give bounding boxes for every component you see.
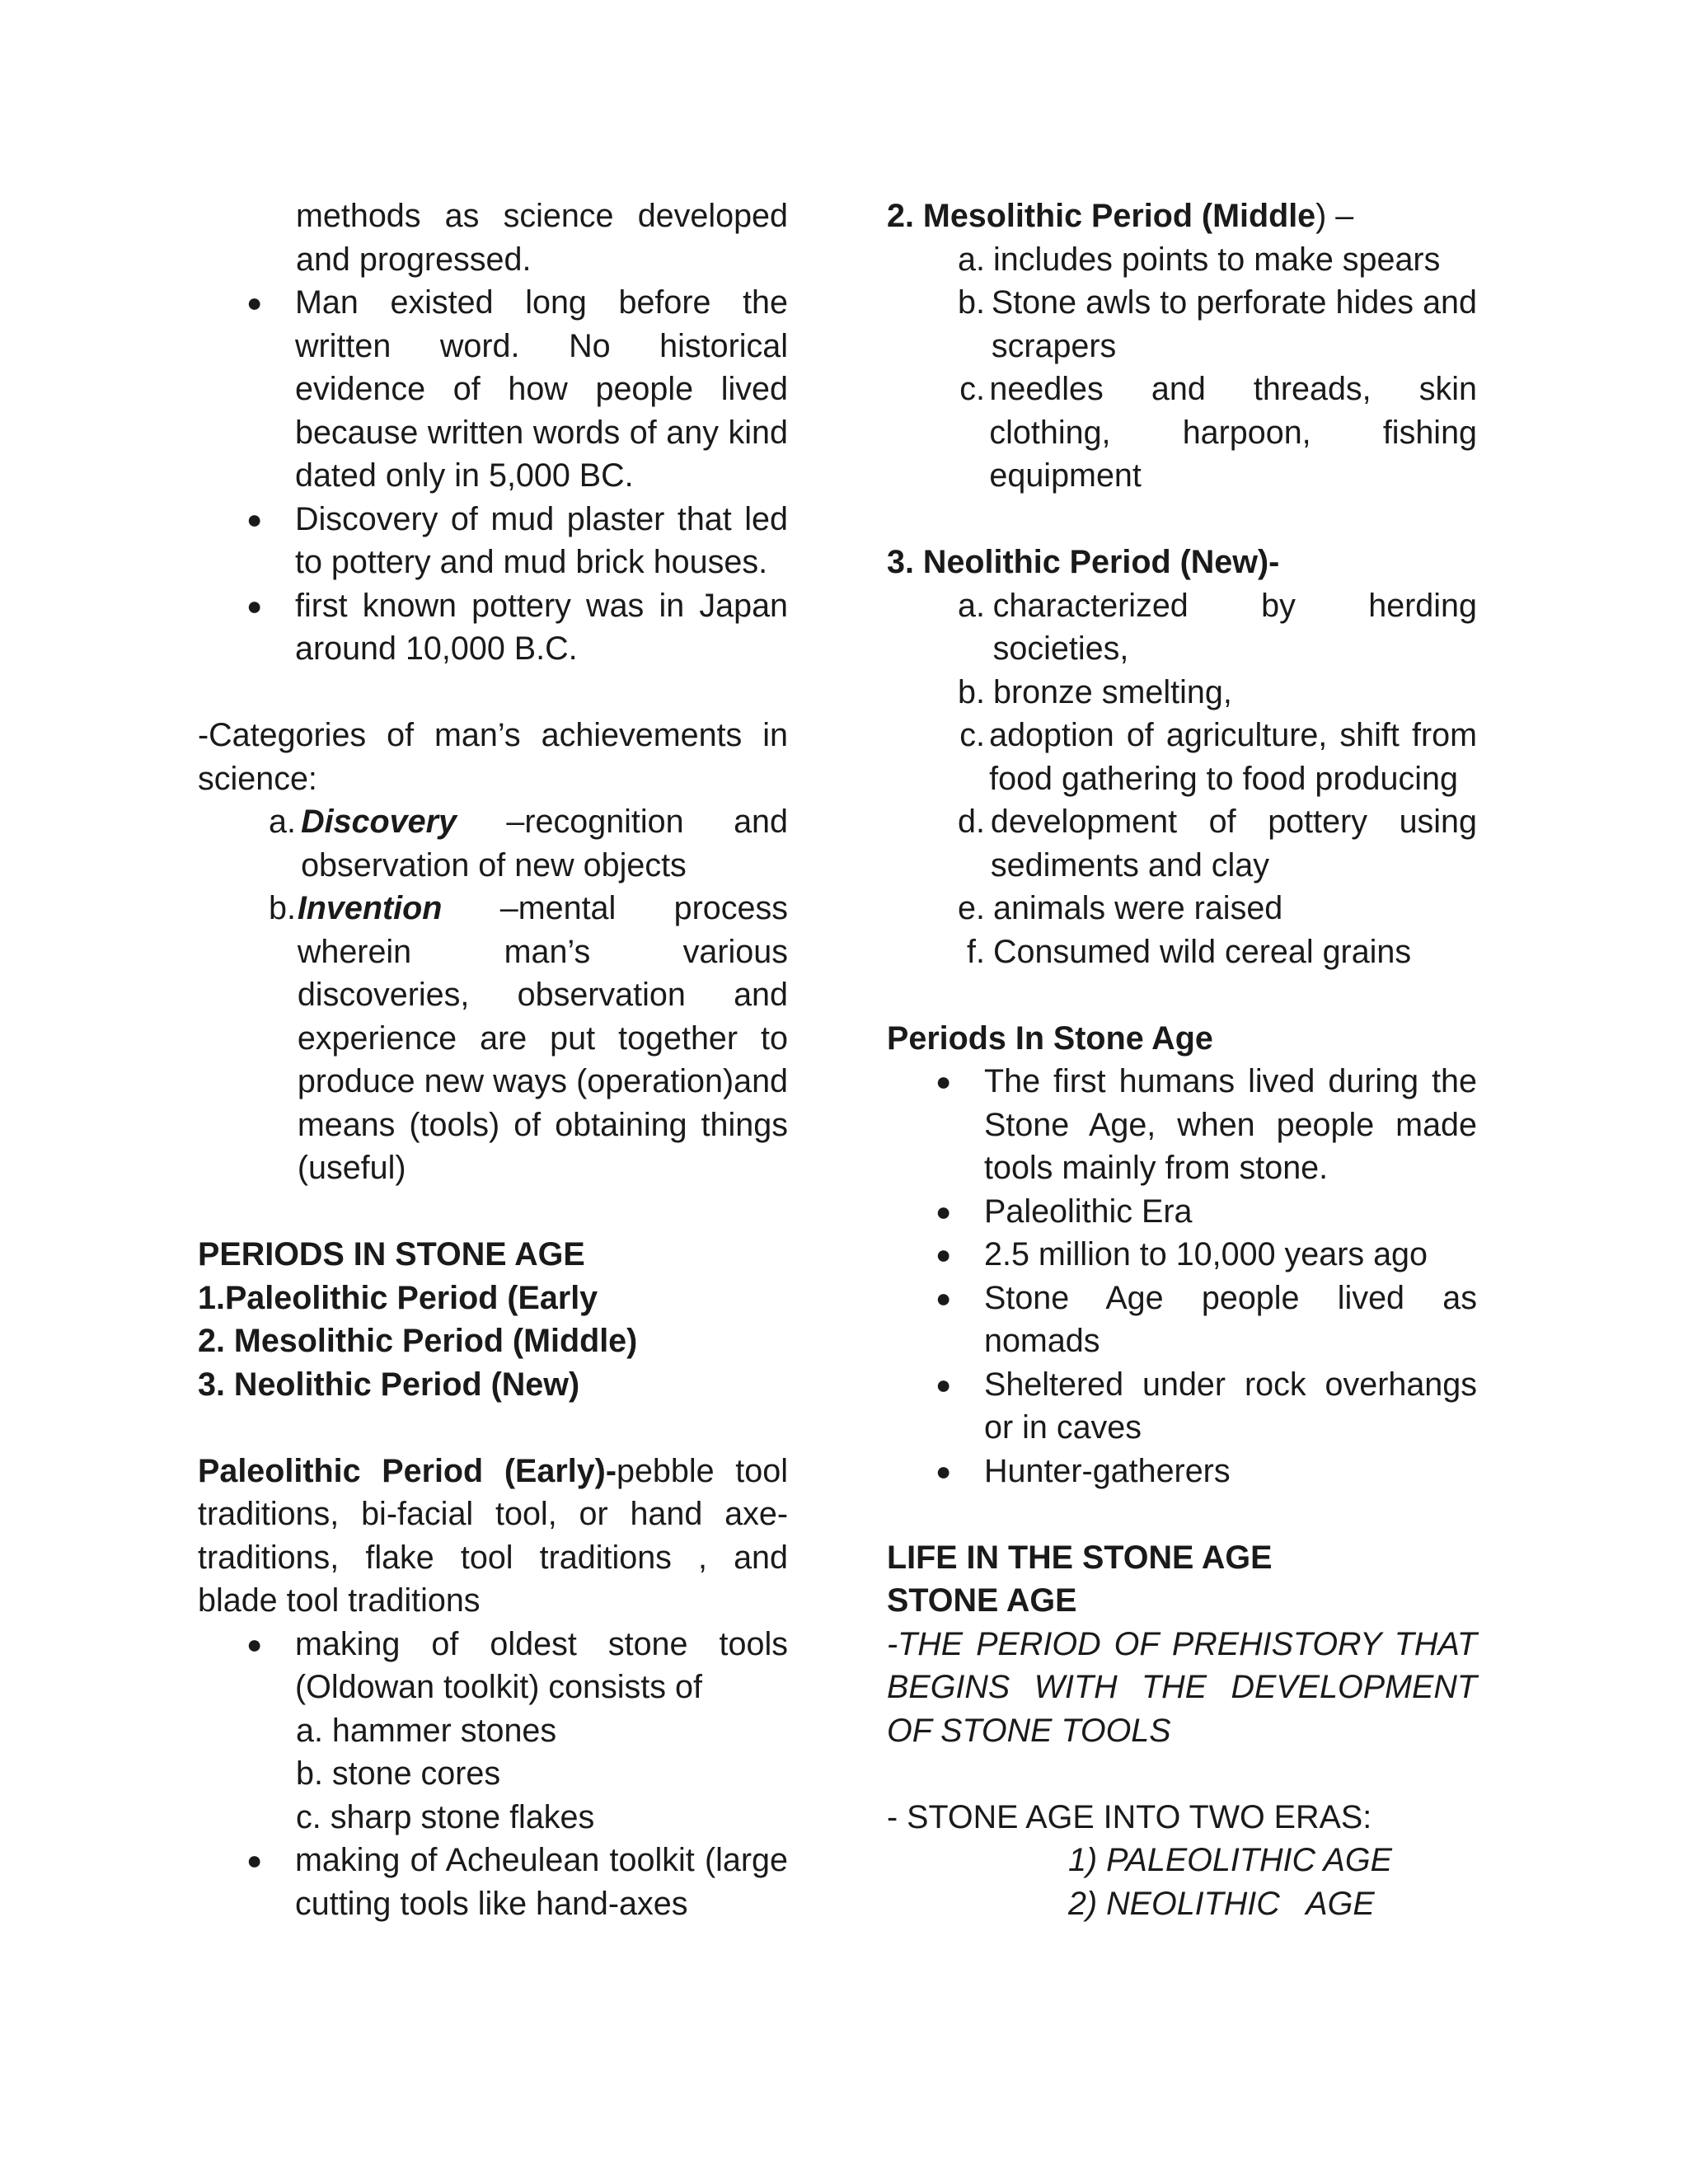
- list-letter: b.: [958, 284, 985, 321]
- list-item-text: animals were raised: [993, 890, 1283, 926]
- list-item-text: Man existed long before the written word. No historical evidence of how people lived because written words of any kind dated only in 5,000 BC.: [295, 284, 788, 494]
- list-item: [887, 1277, 1477, 1363]
- bullet-icon: ●: [935, 1369, 952, 1399]
- list-item-text: The first humans lived during the Stone Age, when people made tools mainly from stone.: [984, 1063, 1477, 1186]
- list-item-text: Sheltered under rock overhangs or in caves: [984, 1366, 1477, 1446]
- list-item: [198, 1623, 788, 1709]
- paleolithic-paragraph: [198, 1450, 788, 1623]
- mesolithic-tail: ) –: [1315, 198, 1354, 234]
- eras-intro: - STONE AGE INTO TWO ERAS:: [887, 1798, 1372, 1835]
- category-desc: –mental process wherein man’s various discoveries, observation and experience are put together to produce new ways (operation)and means (tools) of obtaining things (useful): [297, 890, 788, 1186]
- list-item-text: Stone awls to perforate hides and scrapers: [991, 284, 1477, 364]
- bullet-icon: ●: [246, 288, 263, 317]
- right-column: [887, 194, 1477, 1925]
- oldowan-item: c. sharp stone flakes: [296, 1798, 595, 1835]
- era-item: 2) NEOLITHIC AGE: [1068, 1885, 1375, 1922]
- list-item: [198, 498, 788, 584]
- left-column: [198, 194, 788, 1925]
- bullet-icon: ●: [935, 1455, 952, 1486]
- oldowan-item: a. hammer stones: [296, 1712, 557, 1749]
- category-desc: –recognition and observation of new objects: [301, 804, 788, 883]
- list-item-text: Hunter-gatherers: [984, 1452, 1231, 1489]
- list-item-text: bronze smelting,: [993, 673, 1232, 710]
- continued-line-1: methods as science developed: [296, 198, 788, 234]
- list-item-text: Consumed wild cereal grains: [993, 933, 1412, 970]
- list-item: [887, 1060, 1477, 1190]
- list-letter: d.: [958, 804, 985, 840]
- list-item: [887, 584, 1477, 671]
- categories-intro: -Categories of man’s achievements in science:: [198, 717, 788, 797]
- neolithic-heading: 3. Neolithic Period (New)-: [887, 544, 1280, 580]
- category-text: [301, 800, 788, 887]
- oldowan-item: b. stone cores: [296, 1755, 501, 1792]
- list-item-text: Discovery of mud plaster that led to pottery and mud brick houses.: [295, 500, 788, 580]
- bullet-icon: ●: [246, 1629, 263, 1659]
- bullet-icon: ●: [935, 1066, 952, 1096]
- list-item-text: adoption of agriculture, shift from food gathering to food producing: [989, 717, 1477, 797]
- bullet-icon: ●: [246, 590, 263, 621]
- list-letter: a.: [958, 587, 985, 624]
- continued-line-2: and progressed.: [296, 241, 532, 278]
- list-item: [887, 930, 1477, 974]
- bullet-icon: ●: [246, 504, 263, 534]
- bullet-icon: ●: [246, 1845, 263, 1875]
- stone-age-definition: -THE PERIOD OF PREHISTORY THAT BEGINS WITH THE DEVELOPMENT OF STONE TOOLS: [887, 1625, 1477, 1749]
- list-letter: e.: [958, 890, 985, 926]
- list-item: [887, 281, 1477, 368]
- paleolithic-title: Paleolithic Period (Early)-: [198, 1452, 617, 1489]
- bullet-icon: ●: [935, 1196, 952, 1226]
- category-item: [198, 800, 788, 887]
- mesolithic-title: 2. Mesolithic Period (Middle: [887, 198, 1316, 234]
- periods-item: 2. Mesolithic Period (Middle): [198, 1323, 638, 1359]
- list-item: [887, 800, 1477, 887]
- list-item: [887, 671, 1477, 715]
- era-item: 1) PALEOLITHIC AGE: [1068, 1842, 1392, 1878]
- list-letter: b.: [958, 673, 985, 710]
- list-item: [887, 238, 1477, 282]
- list-item: [887, 714, 1477, 800]
- life-heading: LIFE IN THE STONE AGE: [887, 1539, 1273, 1576]
- list-item: [887, 368, 1477, 498]
- list-item-text: making of Acheulean toolkit (large cutting tools like hand-axes: [295, 1842, 788, 1922]
- list-item: [887, 887, 1477, 930]
- periods-item: 1.Paleolithic Period (Early: [198, 1279, 598, 1316]
- bullet-icon: ●: [935, 1240, 952, 1269]
- list-item-text: development of pottery using sediments and clay: [990, 804, 1477, 883]
- list-item: [198, 1839, 788, 1925]
- category-term: Discovery: [301, 804, 457, 840]
- list-item: [198, 281, 788, 498]
- category-term: Invention: [297, 890, 443, 926]
- list-item-text: includes points to make spears: [993, 241, 1441, 278]
- mesolithic-heading: [887, 194, 1477, 238]
- list-item-text: Stone Age people lived as nomads: [984, 1279, 1477, 1359]
- list-item: [887, 1233, 1477, 1277]
- list-item: [198, 584, 788, 671]
- list-item: [887, 1450, 1477, 1493]
- continued-text: [198, 194, 788, 281]
- list-item-text: Paleolithic Era: [984, 1193, 1193, 1230]
- paleolithic-text: pebble tool traditions, bi-facial tool, or hand axe-traditions, flake tool traditions , and blade tool traditions: [198, 1452, 788, 1619]
- list-item-text: needles and threads, skin clothing, harpoon, fishing equipment: [989, 371, 1477, 494]
- periods-in-stone-age-heading: Periods In Stone Age: [887, 1019, 1213, 1057]
- list-item-text: 2.5 million to 10,000 years ago: [984, 1236, 1428, 1272]
- list-letter: b.: [269, 890, 296, 926]
- list-item: [887, 1190, 1477, 1234]
- bullet-icon: ●: [935, 1282, 952, 1313]
- periods-item: 3. Neolithic Period (New): [198, 1366, 580, 1403]
- list-item: [887, 1363, 1477, 1450]
- list-letter: a.: [958, 241, 985, 278]
- category-item: [198, 887, 788, 1190]
- stone-age-heading: STONE AGE: [887, 1582, 1077, 1619]
- list-item-text: first known pottery was in Japan around 10,000 B.C.: [295, 587, 788, 667]
- list-letter: c.: [959, 717, 985, 753]
- list-letter: a.: [269, 804, 296, 840]
- list-item-text: making of oldest stone tools (Oldowan toolkit) consists of: [295, 1625, 788, 1705]
- list-letter: f.: [967, 933, 985, 970]
- category-text: [298, 887, 788, 1190]
- list-letter: c.: [959, 371, 985, 407]
- list-item-text: characterized by herding societies,: [992, 587, 1477, 667]
- periods-heading: PERIODS IN STONE AGE: [198, 1236, 585, 1272]
